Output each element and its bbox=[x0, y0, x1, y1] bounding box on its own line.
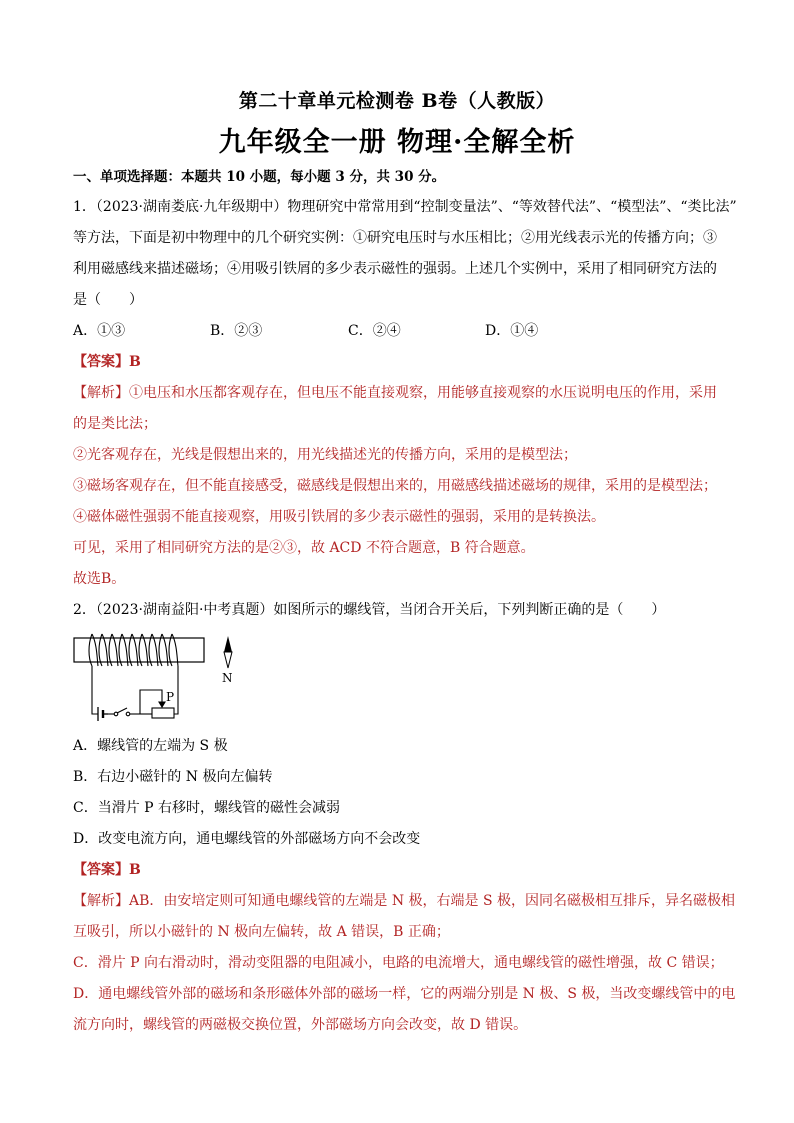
document-title: 第二十章单元检测卷 B卷（人教版） bbox=[238, 90, 556, 112]
compass-needle-north bbox=[224, 636, 232, 652]
q2-option-b: B．右边小磁针的 N 极向左偏转 bbox=[73, 769, 273, 785]
switch-symbol bbox=[114, 708, 130, 716]
q1-option-c: C．②④ bbox=[348, 323, 401, 339]
q1-answer: 【答案】B bbox=[73, 354, 141, 370]
section-heading: 一、单项选择题：本题共 10 小题，每小题 3 分，共 30 分。 bbox=[73, 169, 446, 185]
q2-analysis-line: 流方向时，螺线管的两磁极交换位置，外部磁场方向会改变，故 D 错误。 bbox=[73, 1017, 528, 1033]
rheostat-symbol bbox=[140, 702, 174, 718]
q2-analysis-line: C．滑片 P 向右滑动时，滑动变阻器的电阻减小，电路的电流增大，通电螺线管的磁性增强，故 C 错误； bbox=[73, 955, 724, 971]
q1-option-b: B．②③ bbox=[210, 323, 263, 339]
q1-analysis-line: ③磁场客观存在，但不能直接感受，磁感线是假想出来的，用磁感线描述磁场的规律，采用的是模型法； bbox=[73, 478, 717, 494]
q1-option-d: D．①④ bbox=[485, 323, 539, 339]
q2-analysis-line: 互吸引，所以小磁针的 N 极向左偏转，故 A 错误，B 正确； bbox=[73, 924, 450, 940]
q2-answer: 【答案】B bbox=[73, 862, 141, 878]
q2-analysis-line: D．通电螺线管外部的磁场和条形磁体外部的磁场一样，它的两端分别是 N 极、S 极，当改变螺线管中的电 bbox=[73, 986, 736, 1002]
q1-stem-line: 1．（2023·湖南娄底·九年级期中）物理研究中常常用到“控制变量法”、“等效替代法”、“模型法”、“类比法” bbox=[73, 199, 737, 215]
q1-analysis-line: 可见，采用了相同研究方法的是②③，故 ACD 不符合题意，B 符合题意。 bbox=[73, 540, 535, 556]
coil-windings bbox=[89, 634, 178, 666]
q2-stem: 2．（2023·湖南益阳·中考真题）如图所示的螺线管，当闭合开关后，下列判断正确的是（ ） bbox=[73, 602, 666, 618]
compass-needle-figure bbox=[218, 636, 238, 684]
q1-analysis-line: ④磁体磁性强弱不能直接观察，用吸引铁屑的多少表示磁性的强弱，采用的是转换法。 bbox=[73, 509, 605, 525]
battery-symbol bbox=[98, 707, 108, 721]
compass-n-label: N bbox=[222, 671, 233, 684]
q2-analysis-line: 【解析】AB．由安培定则可知通电螺线管的左端是 N 极，右端是 S 极，因同名磁极相互排斥，异名磁极相 bbox=[73, 893, 736, 909]
q1-analysis-line: 的是类比法； bbox=[73, 416, 157, 432]
q1-analysis-line: 【解析】①电压和水压都客观存在，但电压不能直接观察，用能够直接观察的水压说明电压的作用，采用 bbox=[73, 385, 717, 401]
q1-stem-line: 利用磁感线来描述磁场；④用吸引铁屑的多少表示磁性的强弱。上述几个实例中，采用了相同研究方法的 bbox=[73, 261, 717, 277]
slider-label: P bbox=[166, 690, 175, 704]
q2-option-c: C．当滑片 P 右移时，螺线管的磁性会减弱 bbox=[73, 800, 341, 816]
q1-stem-line: 是（ ） bbox=[73, 292, 143, 308]
compass-needle-south bbox=[224, 652, 232, 668]
q1-analysis-line: ②光客观存在，光线是假想出来的，用光线描述光的传播方向，采用的是模型法； bbox=[73, 447, 577, 463]
q1-stem-line: 等方法，下面是初中物理中的几个研究实例：①研究电压时与水压相比；②用光线表示光的传播方向；③ bbox=[73, 230, 717, 246]
document-subtitle: 九年级全一册 物理·全解全析 bbox=[218, 127, 576, 158]
q2-option-a: A．螺线管的左端为 S 极 bbox=[73, 738, 228, 754]
q1-analysis-line: 故选B。 bbox=[73, 571, 126, 587]
q1-option-a: A．①③ bbox=[73, 323, 126, 339]
q2-option-d: D．改变电流方向，通电螺线管的外部磁场方向不会改变 bbox=[73, 831, 421, 847]
